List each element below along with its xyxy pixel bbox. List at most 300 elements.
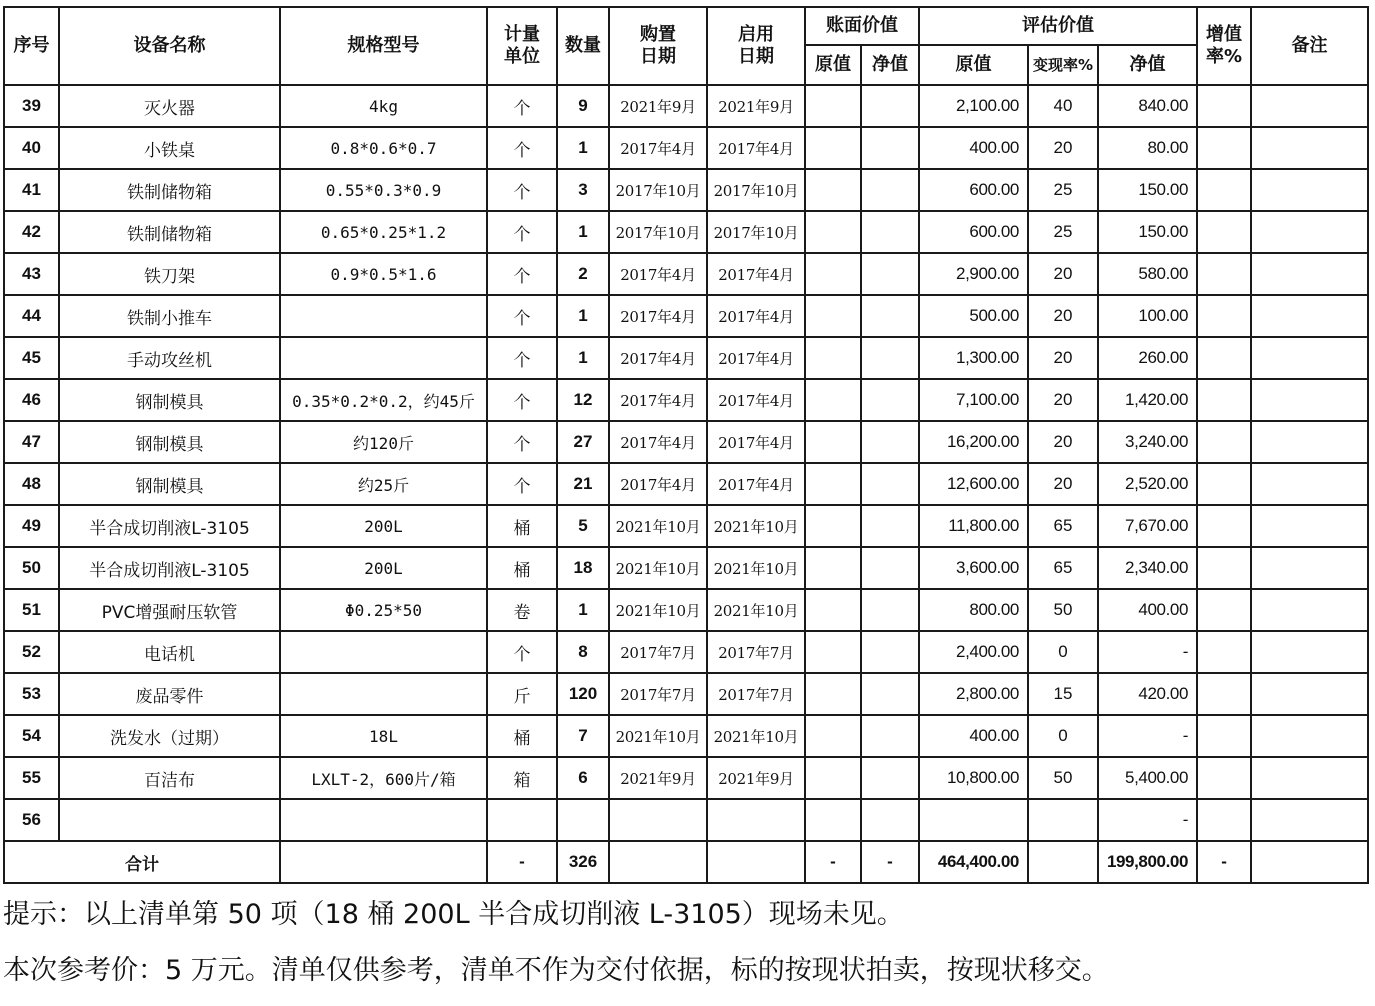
row-appr-original: 3,600.00 (919, 547, 1028, 589)
row-seq: 53 (4, 673, 59, 715)
row-start-date (707, 799, 805, 841)
row-unit: 个 (487, 379, 557, 421)
row-increase-rate (1197, 463, 1251, 505)
row-book-net (861, 631, 919, 673)
row-name: PVC增强耐压软管 (59, 589, 280, 631)
table-row (4, 85, 1368, 127)
row-book-net (861, 295, 919, 337)
row-appr-net: 100.00 (1098, 295, 1197, 337)
row-appr-rate: 50 (1028, 589, 1098, 631)
table-row (4, 463, 1368, 505)
total-appr-rate (1028, 841, 1098, 883)
inventory-sheet (3, 6, 1367, 884)
row-book-net (861, 127, 919, 169)
row-purchase-date: 2017年4月 (609, 253, 707, 295)
table-row (4, 379, 1368, 421)
row-appr-rate: 20 (1028, 421, 1098, 463)
row-appr-net: 580.00 (1098, 253, 1197, 295)
col-header-remarks: 备注 (1251, 7, 1368, 85)
table-row (4, 715, 1368, 757)
row-start-date: 2017年4月 (707, 379, 805, 421)
row-appr-net: 3,240.00 (1098, 421, 1197, 463)
row-remarks (1251, 295, 1368, 337)
row-remarks (1251, 757, 1368, 799)
row-unit: 个 (487, 421, 557, 463)
row-start-date: 2017年4月 (707, 463, 805, 505)
row-book-original (805, 169, 861, 211)
row-increase-rate (1197, 295, 1251, 337)
row-book-original (805, 631, 861, 673)
total-qty: 326 (557, 841, 609, 883)
row-appr-original: 10,800.00 (919, 757, 1028, 799)
table-row (4, 631, 1368, 673)
row-name (59, 799, 280, 841)
row-purchase-date: 2021年10月 (609, 505, 707, 547)
table-row (4, 589, 1368, 631)
row-appr-original: 400.00 (919, 127, 1028, 169)
row-book-original (805, 673, 861, 715)
row-seq: 44 (4, 295, 59, 337)
row-purchase-date: 2017年7月 (609, 631, 707, 673)
row-appr-net: 150.00 (1098, 211, 1197, 253)
row-increase-rate (1197, 631, 1251, 673)
row-seq: 42 (4, 211, 59, 253)
row-start-date: 2017年4月 (707, 253, 805, 295)
table-row (4, 505, 1368, 547)
row-spec (280, 295, 487, 337)
total-purchase (609, 841, 707, 883)
row-appr-original (919, 799, 1028, 841)
row-remarks (1251, 211, 1368, 253)
row-unit: 个 (487, 127, 557, 169)
row-purchase-date: 2017年4月 (609, 463, 707, 505)
row-book-original (805, 799, 861, 841)
row-remarks (1251, 253, 1368, 295)
row-book-original (805, 295, 861, 337)
row-book-net (861, 547, 919, 589)
row-unit: 个 (487, 169, 557, 211)
row-book-net (861, 589, 919, 631)
row-name: 铁制储物箱 (59, 211, 280, 253)
row-start-date: 2021年10月 (707, 715, 805, 757)
row-qty: 120 (557, 673, 609, 715)
row-book-original (805, 211, 861, 253)
row-appr-rate: 65 (1028, 505, 1098, 547)
total-increase-rate: - (1197, 841, 1251, 883)
row-unit: 个 (487, 85, 557, 127)
row-remarks (1251, 631, 1368, 673)
row-appr-original: 500.00 (919, 295, 1028, 337)
row-spec (280, 799, 487, 841)
row-remarks (1251, 421, 1368, 463)
row-unit: 箱 (487, 757, 557, 799)
row-increase-rate (1197, 211, 1251, 253)
row-name: 小铁桌 (59, 127, 280, 169)
row-appr-original: 800.00 (919, 589, 1028, 631)
row-start-date: 2017年7月 (707, 673, 805, 715)
row-spec: 4kg (280, 85, 487, 127)
row-book-net (861, 799, 919, 841)
row-purchase-date: 2017年10月 (609, 169, 707, 211)
row-start-date: 2017年4月 (707, 421, 805, 463)
row-appr-rate: 20 (1028, 127, 1098, 169)
row-purchase-date: 2017年10月 (609, 211, 707, 253)
table-row (4, 127, 1368, 169)
row-spec: 18L (280, 715, 487, 757)
row-book-original (805, 253, 861, 295)
row-seq: 55 (4, 757, 59, 799)
col-header-unit: 计量 单位 (487, 7, 557, 85)
row-qty: 9 (557, 85, 609, 127)
total-appr-net: 199,800.00 (1098, 841, 1197, 883)
note-line-1: 提示：以上清单第 50 项（18 桶 200L 半合成切削液 L-3105）现场未见。 (3, 899, 904, 930)
total-spec (280, 841, 487, 883)
row-seq: 39 (4, 85, 59, 127)
table-row (4, 337, 1368, 379)
row-qty: 1 (557, 337, 609, 379)
row-appr-original: 2,900.00 (919, 253, 1028, 295)
row-appr-net: 2,520.00 (1098, 463, 1197, 505)
row-unit: 个 (487, 253, 557, 295)
row-start-date: 2021年10月 (707, 547, 805, 589)
row-book-net (861, 211, 919, 253)
row-purchase-date: 2017年4月 (609, 295, 707, 337)
row-spec (280, 673, 487, 715)
row-name: 手动攻丝机 (59, 337, 280, 379)
row-remarks (1251, 85, 1368, 127)
row-unit: 桶 (487, 547, 557, 589)
row-purchase-date (609, 799, 707, 841)
row-purchase-date: 2021年10月 (609, 589, 707, 631)
row-book-original (805, 715, 861, 757)
row-qty: 1 (557, 127, 609, 169)
row-unit: 个 (487, 337, 557, 379)
row-qty: 1 (557, 295, 609, 337)
row-book-original (805, 379, 861, 421)
row-qty: 27 (557, 421, 609, 463)
row-appr-net: 420.00 (1098, 673, 1197, 715)
row-seq: 43 (4, 253, 59, 295)
table-row (4, 757, 1368, 799)
row-purchase-date: 2017年4月 (609, 127, 707, 169)
row-increase-rate (1197, 715, 1251, 757)
row-name: 洗发水（过期） (59, 715, 280, 757)
row-book-original (805, 127, 861, 169)
total-book-original: - (805, 841, 861, 883)
row-name: 铁制小推车 (59, 295, 280, 337)
row-appr-rate: 0 (1028, 631, 1098, 673)
row-book-net (861, 463, 919, 505)
row-appr-original: 1,300.00 (919, 337, 1028, 379)
row-seq: 40 (4, 127, 59, 169)
row-appr-original: 400.00 (919, 715, 1028, 757)
row-increase-rate (1197, 421, 1251, 463)
row-start-date: 2021年10月 (707, 589, 805, 631)
row-name: 铁刀架 (59, 253, 280, 295)
row-remarks (1251, 673, 1368, 715)
row-appr-net: - (1098, 715, 1197, 757)
row-seq: 56 (4, 799, 59, 841)
col-header-book-original: 原值 (805, 45, 861, 85)
row-increase-rate (1197, 589, 1251, 631)
row-appr-rate (1028, 799, 1098, 841)
col-header-name: 设备名称 (59, 7, 280, 85)
row-appr-net: 80.00 (1098, 127, 1197, 169)
row-appr-original: 2,400.00 (919, 631, 1028, 673)
row-unit: 斤 (487, 673, 557, 715)
row-appr-net: 2,340.00 (1098, 547, 1197, 589)
row-purchase-date: 2017年4月 (609, 337, 707, 379)
row-appr-net: 150.00 (1098, 169, 1197, 211)
row-appr-rate: 20 (1028, 253, 1098, 295)
row-increase-rate (1197, 253, 1251, 295)
col-header-appr-original: 原值 (919, 45, 1028, 85)
row-appr-original: 12,600.00 (919, 463, 1028, 505)
col-header-start-date: 启用 日期 (707, 7, 805, 85)
row-appr-net: 1,420.00 (1098, 379, 1197, 421)
row-unit: 桶 (487, 505, 557, 547)
row-purchase-date: 2021年10月 (609, 547, 707, 589)
total-unit: - (487, 841, 557, 883)
row-book-original (805, 547, 861, 589)
row-unit: 个 (487, 211, 557, 253)
row-appr-rate: 25 (1028, 169, 1098, 211)
row-start-date: 2017年7月 (707, 631, 805, 673)
row-start-date: 2021年9月 (707, 757, 805, 799)
row-book-net (861, 379, 919, 421)
row-spec: Φ0.25*50 (280, 589, 487, 631)
row-increase-rate (1197, 169, 1251, 211)
row-name: 半合成切削液L-3105 (59, 547, 280, 589)
row-qty: 6 (557, 757, 609, 799)
col-header-appr-rate: 变现率% (1028, 45, 1098, 85)
row-book-net (861, 253, 919, 295)
table-row (4, 421, 1368, 463)
row-remarks (1251, 337, 1368, 379)
row-increase-rate (1197, 799, 1251, 841)
total-appr-original: 464,400.00 (919, 841, 1028, 883)
row-remarks (1251, 463, 1368, 505)
row-seq: 49 (4, 505, 59, 547)
table-row (4, 295, 1368, 337)
row-unit: 个 (487, 463, 557, 505)
row-spec: 0.35*0.2*0.2，约45斤 (280, 379, 487, 421)
note-line-2: 本次参考价：5 万元。清单仅供参考，清单不作为交付依据，标的按现状拍卖，按现状移交。 (3, 955, 1109, 986)
row-qty: 1 (557, 589, 609, 631)
row-remarks (1251, 715, 1368, 757)
row-start-date: 2017年4月 (707, 337, 805, 379)
row-unit: 桶 (487, 715, 557, 757)
row-spec: 200L (280, 505, 487, 547)
row-book-net (861, 169, 919, 211)
row-name: 百洁布 (59, 757, 280, 799)
total-book-net: - (861, 841, 919, 883)
row-unit: 卷 (487, 589, 557, 631)
row-spec (280, 337, 487, 379)
row-seq: 51 (4, 589, 59, 631)
row-appr-rate: 20 (1028, 379, 1098, 421)
row-appr-net: 840.00 (1098, 85, 1197, 127)
row-appr-net: - (1098, 631, 1197, 673)
col-header-spec: 规格型号 (280, 7, 487, 85)
col-header-seq: 序号 (4, 7, 59, 85)
row-start-date: 2017年4月 (707, 127, 805, 169)
row-spec: 0.65*0.25*1.2 (280, 211, 487, 253)
row-appr-rate: 25 (1028, 211, 1098, 253)
table-row (4, 799, 1368, 841)
row-increase-rate (1197, 379, 1251, 421)
row-seq: 41 (4, 169, 59, 211)
row-start-date: 2017年10月 (707, 211, 805, 253)
row-increase-rate (1197, 673, 1251, 715)
row-remarks (1251, 127, 1368, 169)
row-purchase-date: 2017年7月 (609, 673, 707, 715)
row-seq: 48 (4, 463, 59, 505)
row-seq: 50 (4, 547, 59, 589)
row-qty: 21 (557, 463, 609, 505)
col-header-increase-rate: 增值 率% (1197, 7, 1251, 85)
row-appr-rate: 0 (1028, 715, 1098, 757)
row-appr-original: 600.00 (919, 169, 1028, 211)
row-unit (487, 799, 557, 841)
row-name: 灭火器 (59, 85, 280, 127)
col-header-appr-net: 净值 (1098, 45, 1197, 85)
row-increase-rate (1197, 505, 1251, 547)
row-appr-rate: 20 (1028, 295, 1098, 337)
row-spec: 0.55*0.3*0.9 (280, 169, 487, 211)
row-qty (557, 799, 609, 841)
row-seq: 54 (4, 715, 59, 757)
row-qty: 2 (557, 253, 609, 295)
row-book-original (805, 505, 861, 547)
row-qty: 5 (557, 505, 609, 547)
row-spec: 约120斤 (280, 421, 487, 463)
col-header-purchase-date: 购置 日期 (609, 7, 707, 85)
row-book-net (861, 673, 919, 715)
row-name: 电话机 (59, 631, 280, 673)
row-spec (280, 631, 487, 673)
row-book-net (861, 757, 919, 799)
row-purchase-date: 2021年9月 (609, 757, 707, 799)
table-row (4, 169, 1368, 211)
row-start-date: 2021年10月 (707, 505, 805, 547)
row-appr-rate: 20 (1028, 337, 1098, 379)
row-spec: 约25斤 (280, 463, 487, 505)
row-appr-original: 16,200.00 (919, 421, 1028, 463)
total-start (707, 841, 805, 883)
row-unit: 个 (487, 295, 557, 337)
row-book-original (805, 421, 861, 463)
row-remarks (1251, 505, 1368, 547)
row-name: 废品零件 (59, 673, 280, 715)
row-qty: 12 (557, 379, 609, 421)
row-start-date: 2017年10月 (707, 169, 805, 211)
row-increase-rate (1197, 127, 1251, 169)
row-remarks (1251, 589, 1368, 631)
row-seq: 47 (4, 421, 59, 463)
row-appr-net: 260.00 (1098, 337, 1197, 379)
row-purchase-date: 2017年4月 (609, 379, 707, 421)
table-row (4, 253, 1368, 295)
row-appr-original: 7,100.00 (919, 379, 1028, 421)
row-appr-original: 2,100.00 (919, 85, 1028, 127)
row-qty: 1 (557, 211, 609, 253)
row-book-original (805, 757, 861, 799)
col-header-appraised-value: 评估价值 (919, 7, 1197, 45)
total-row (4, 841, 1368, 883)
row-name: 钢制模具 (59, 379, 280, 421)
row-start-date: 2021年9月 (707, 85, 805, 127)
row-purchase-date: 2017年4月 (609, 421, 707, 463)
row-spec: 0.8*0.6*0.7 (280, 127, 487, 169)
row-appr-rate: 40 (1028, 85, 1098, 127)
row-appr-net: - (1098, 799, 1197, 841)
row-remarks (1251, 169, 1368, 211)
row-appr-original: 2,800.00 (919, 673, 1028, 715)
row-appr-net: 7,670.00 (1098, 505, 1197, 547)
row-seq: 52 (4, 631, 59, 673)
row-appr-rate: 20 (1028, 463, 1098, 505)
total-remarks (1251, 841, 1368, 883)
inventory-table (3, 6, 1369, 884)
row-name: 半合成切削液L-3105 (59, 505, 280, 547)
table-row (4, 673, 1368, 715)
row-appr-rate: 50 (1028, 757, 1098, 799)
col-header-book-value: 账面价值 (805, 7, 919, 45)
row-seq: 46 (4, 379, 59, 421)
col-header-qty: 数量 (557, 7, 609, 85)
row-remarks (1251, 379, 1368, 421)
row-remarks (1251, 799, 1368, 841)
row-increase-rate (1197, 757, 1251, 799)
row-qty: 18 (557, 547, 609, 589)
table-row (4, 547, 1368, 589)
row-book-original (805, 337, 861, 379)
row-appr-original: 600.00 (919, 211, 1028, 253)
row-increase-rate (1197, 85, 1251, 127)
row-book-original (805, 85, 861, 127)
row-spec: 200L (280, 547, 487, 589)
row-book-net (861, 421, 919, 463)
row-seq: 45 (4, 337, 59, 379)
row-book-net (861, 505, 919, 547)
table-body (4, 85, 1368, 841)
notes (3, 894, 1373, 994)
table-row (4, 211, 1368, 253)
row-appr-rate: 15 (1028, 673, 1098, 715)
row-book-original (805, 463, 861, 505)
header-row-1 (4, 7, 1368, 45)
row-book-original (805, 589, 861, 631)
row-book-net (861, 715, 919, 757)
row-qty: 7 (557, 715, 609, 757)
row-increase-rate (1197, 547, 1251, 589)
col-header-book-net: 净值 (861, 45, 919, 85)
row-remarks (1251, 547, 1368, 589)
row-spec: 0.9*0.5*1.6 (280, 253, 487, 295)
row-appr-original: 11,800.00 (919, 505, 1028, 547)
row-unit: 个 (487, 631, 557, 673)
row-purchase-date: 2021年10月 (609, 715, 707, 757)
row-qty: 3 (557, 169, 609, 211)
row-appr-net: 5,400.00 (1098, 757, 1197, 799)
row-purchase-date: 2021年9月 (609, 85, 707, 127)
row-name: 铁制储物箱 (59, 169, 280, 211)
row-book-net (861, 85, 919, 127)
row-appr-rate: 65 (1028, 547, 1098, 589)
row-spec: LXLT-2，600片/箱 (280, 757, 487, 799)
row-increase-rate (1197, 337, 1251, 379)
